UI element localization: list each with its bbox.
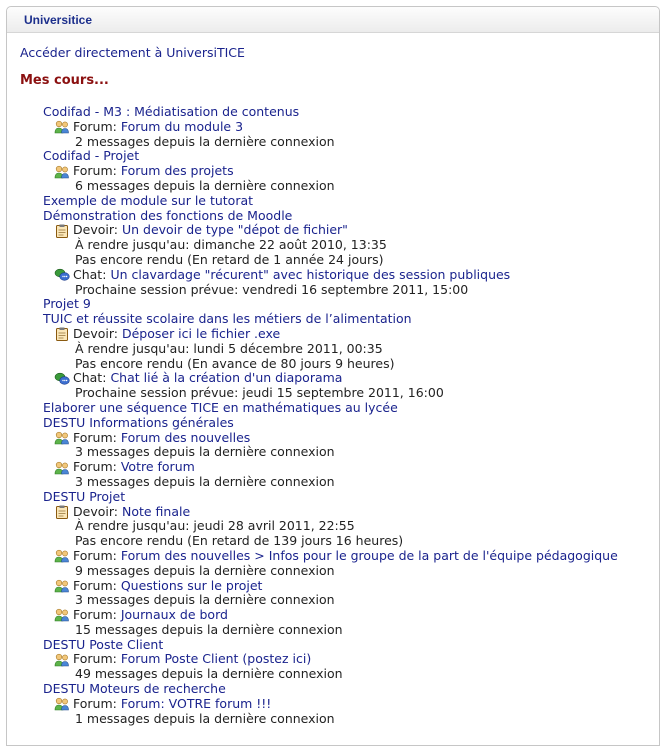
activity-item: [43, 608, 659, 638]
course-link[interactable]: DESTU Projet: [43, 488, 126, 504]
activity-info: 3 messages depuis la dernière connexion: [75, 473, 335, 489]
assignment-link[interactable]: Déposer ici le fichier .exe: [121, 325, 281, 341]
course-link[interactable]: DESTU Moteurs de recherche: [43, 681, 226, 697]
forum-link[interactable]: Forum des projets: [120, 163, 234, 179]
activity-item: [43, 120, 659, 150]
activity-info: 6 messages depuis la dernière connexion: [75, 177, 335, 193]
activity-item: [43, 579, 659, 609]
activity-type-label: Forum:: [73, 547, 117, 563]
activity-info: Pas encore rendu (En avance de 80 jours 9 heures): [75, 355, 395, 371]
assignment-link[interactable]: Un devoir de type "dépot de fichier": [121, 222, 348, 238]
activity-info: 9 messages depuis la dernière connexion: [75, 562, 335, 578]
chat-link[interactable]: Chat lié à la création d'un diaporama: [110, 370, 343, 386]
course-link[interactable]: TUIC et réussite scolaire dans les métiers de l’alimentation: [43, 311, 412, 327]
course-list: [43, 105, 659, 726]
forum-icon: [54, 579, 70, 593]
activity-type-label: Devoir:: [73, 503, 118, 519]
forum-icon: [54, 653, 70, 667]
forum-link[interactable]: Forum des nouvelles > Infos pour le groupe de la part de l'équipe pédagogique: [120, 547, 618, 563]
assignment-icon: [54, 224, 70, 238]
chat-icon: [54, 268, 70, 282]
activity-info: Prochaine session prévue: vendredi 16 septembre 2011, 15:00: [75, 281, 469, 297]
forum-link[interactable]: Votre forum: [120, 459, 195, 475]
forum-icon: [54, 697, 70, 711]
activity-info: 2 messages depuis la dernière connexion: [75, 133, 335, 149]
course-link[interactable]: Codifad - Projet: [43, 148, 140, 164]
activity-item: [43, 327, 659, 371]
activity-type-label: Forum:: [73, 429, 117, 445]
assignment-icon: [54, 327, 70, 341]
universitice-block: [6, 6, 660, 746]
block-header: [7, 7, 659, 33]
forum-link[interactable]: Questions sur le projet: [120, 577, 263, 593]
activity-info: À rendre jusqu'au: jeudi 28 avril 2011, 22:55: [75, 518, 355, 534]
activity-info: 1 messages depuis la dernière connexion: [75, 710, 335, 726]
activity-item: [43, 371, 659, 401]
forum-link[interactable]: Forum: VOTRE forum !!!: [120, 695, 272, 711]
activity-item: [43, 505, 659, 549]
activity-item: [43, 697, 659, 727]
course-link[interactable]: DESTU Poste Client: [43, 636, 164, 652]
activity-info: 3 messages depuis la dernière connexion: [75, 592, 335, 608]
forum-link[interactable]: Forum Poste Client (postez ici): [120, 651, 312, 667]
activity-item: [43, 652, 659, 682]
activity-type-label: Forum:: [73, 577, 117, 593]
my-courses-heading: Mes cours...: [20, 73, 109, 88]
forum-link[interactable]: Forum des nouvelles: [120, 429, 251, 445]
activity-type-label: Forum:: [73, 163, 117, 179]
activity-type-label: Forum:: [73, 118, 117, 134]
activity-type-label: Chat:: [73, 266, 107, 282]
course-link[interactable]: Projet 9: [43, 296, 91, 312]
activity-type-label: Chat:: [73, 370, 107, 386]
activity-item: [43, 223, 659, 267]
activity-item: [43, 164, 659, 194]
forum-link[interactable]: Forum du module 3: [120, 118, 244, 134]
activity-type-label: Devoir:: [73, 325, 118, 341]
activity-type-label: Forum:: [73, 459, 117, 475]
forum-icon: [54, 165, 70, 179]
forum-link[interactable]: Journaux de bord: [120, 607, 228, 623]
activity-info: Prochaine session prévue: jeudi 15 septembre 2011, 16:00: [75, 385, 444, 401]
block-title: Universitice: [24, 13, 93, 27]
course-link[interactable]: Démonstration des fonctions de Moodle: [43, 207, 293, 223]
course-link[interactable]: Elaborer une séquence TICE en mathématiques au lycée: [43, 399, 398, 415]
activity-info: Pas encore rendu (En retard de 139 jours 16 heures): [75, 533, 404, 549]
activity-info: À rendre jusqu'au: dimanche 22 août 2010, 13:35: [75, 237, 387, 253]
activity-info: À rendre jusqu'au: lundi 5 décembre 2011, 00:35: [75, 340, 383, 356]
forum-icon: [54, 461, 70, 475]
direct-access-link[interactable]: Accéder directement à UniversiTICE: [20, 45, 245, 60]
activity-info: Pas encore rendu (En retard de 1 année 24 jours): [75, 251, 384, 267]
activity-type-label: Devoir:: [73, 222, 118, 238]
course-link[interactable]: DESTU Informations générales: [43, 414, 234, 430]
forum-icon: [54, 120, 70, 134]
activity-item: [43, 460, 659, 490]
activity-item: [43, 431, 659, 461]
activity-info: 15 messages depuis la dernière connexion: [75, 621, 343, 637]
activity-type-label: Forum:: [73, 607, 117, 623]
chat-icon: [54, 372, 70, 386]
activity-info: 3 messages depuis la dernière connexion: [75, 444, 335, 460]
assignment-icon: [54, 505, 70, 519]
course-link[interactable]: Codifad - M3 : Médiatisation de contenus: [43, 104, 300, 119]
forum-icon: [54, 431, 70, 445]
chat-link[interactable]: Un clavardage "récurent" avec historique des session publiques: [110, 266, 511, 282]
course-link[interactable]: Exemple de module sur le tutorat: [43, 192, 254, 208]
forum-icon: [54, 549, 70, 563]
activity-info: 49 messages depuis la dernière connexion: [75, 666, 343, 682]
assignment-link[interactable]: Note finale: [121, 503, 191, 519]
forum-icon: [54, 608, 70, 622]
activity-item: [43, 268, 659, 298]
activity-item: [43, 549, 659, 579]
activity-type-label: Forum:: [73, 695, 117, 711]
activity-type-label: Forum:: [73, 651, 117, 667]
